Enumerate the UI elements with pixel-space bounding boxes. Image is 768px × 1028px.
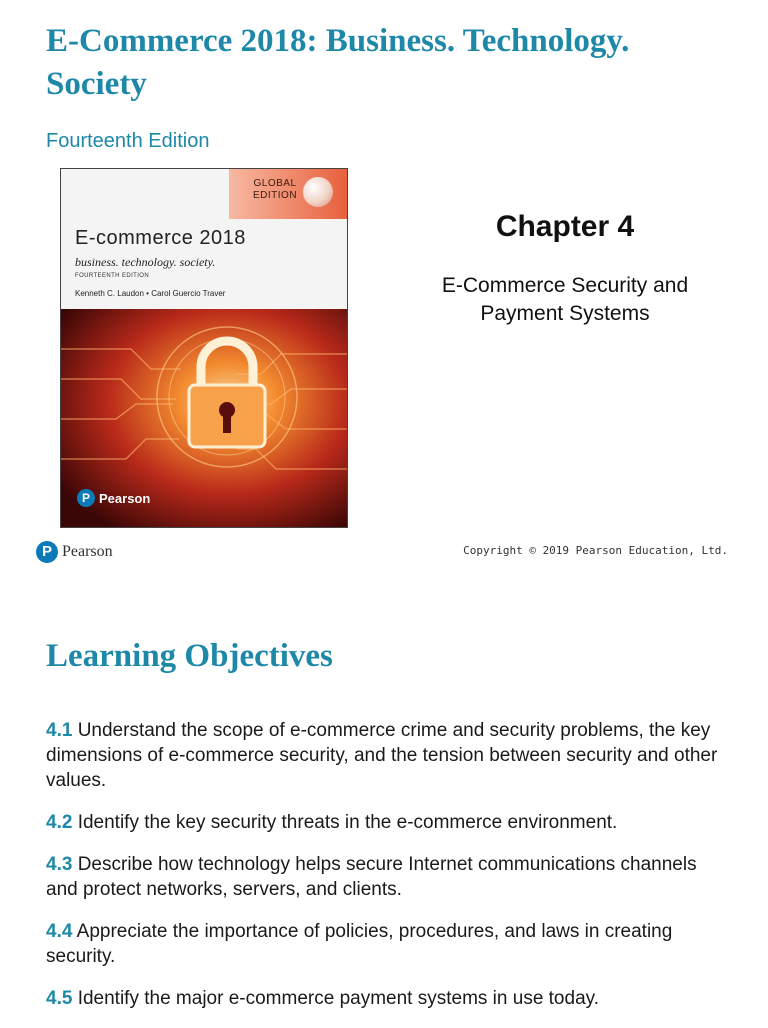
chapter-title: E-Commerce Security and Payment Systems bbox=[441, 274, 689, 325]
cover-edition: FOURTEENTH EDITION bbox=[75, 273, 150, 279]
chapter-number: Chapter 4 bbox=[495, 210, 635, 243]
book-edition: Fourteenth Edition bbox=[46, 130, 210, 152]
objective-text: Identify the major e-commerce payment systems in use today. bbox=[77, 988, 600, 1009]
cover-authors: Kenneth C. Laudon • Carol Guercio Traver bbox=[75, 289, 226, 298]
objective-item bbox=[46, 852, 726, 902]
cover-subtitle: business. technology. society. bbox=[75, 255, 216, 269]
cover-publisher bbox=[77, 489, 150, 507]
objective-text: Describe how technology helps secure Internet communications channels and protect networks, servers, and clients. bbox=[46, 854, 697, 900]
objective-text: Identify the key security threats in the e-commerce environment. bbox=[77, 812, 618, 833]
global-edition-badge bbox=[229, 169, 347, 219]
objective-item bbox=[46, 810, 726, 835]
objective-text: Appreciate the importance of policies, procedures, and laws in creating security. bbox=[46, 921, 673, 967]
footer-publisher bbox=[36, 541, 113, 563]
objective-number: 4.5 bbox=[46, 988, 73, 1009]
objective-text: Understand the scope of e-commerce crime and security problems, the key dimensions of e-commerce security, and the tension between security and other values. bbox=[46, 720, 718, 791]
objective-number: 4.2 bbox=[46, 812, 73, 833]
objectives-title: Learning Objectives bbox=[46, 638, 333, 674]
objective-number: 4.4 bbox=[46, 921, 73, 942]
objective-item bbox=[46, 919, 726, 969]
objective-number: 4.3 bbox=[46, 854, 73, 875]
cover-title: E-commerce 2018 bbox=[75, 227, 246, 249]
objective-number: 4.1 bbox=[46, 720, 73, 741]
footer-publisher-name: Pearson bbox=[62, 543, 113, 560]
cover-publisher-name: Pearson bbox=[99, 490, 151, 506]
objective-item bbox=[46, 986, 726, 1011]
copyright-notice: Copyright © 2019 Pearson Education, Ltd. bbox=[463, 544, 728, 557]
global-edition-label: GLOBAL EDITION bbox=[253, 178, 298, 201]
globe-icon bbox=[303, 177, 333, 207]
book-cover bbox=[60, 168, 348, 528]
pearson-logo-icon: P bbox=[36, 541, 58, 563]
objectives-list bbox=[46, 718, 726, 1028]
objective-item bbox=[46, 718, 726, 793]
book-title: E-Commerce 2018: Business. Technology. Society bbox=[46, 23, 630, 102]
pearson-logo-icon: P bbox=[77, 489, 95, 507]
learning-objectives-slide bbox=[0, 600, 768, 1024]
